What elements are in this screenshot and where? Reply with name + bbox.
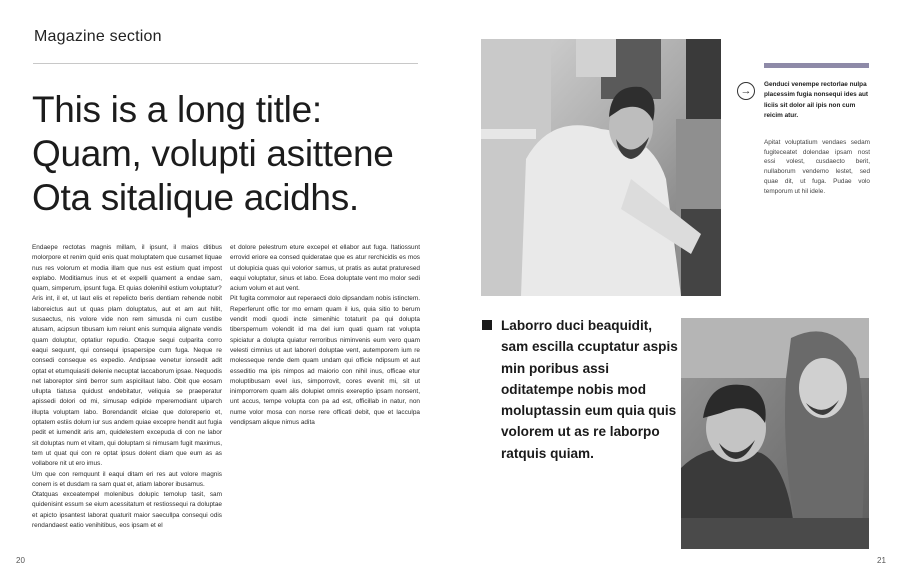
arrow-right-circle-icon: → bbox=[737, 82, 755, 100]
accent-bar bbox=[764, 63, 869, 68]
title-line-1: This is a long title: bbox=[32, 89, 322, 130]
page-number-left: 20 bbox=[16, 556, 25, 565]
body-paragraph: Otatquas exceatempel molenibus dolupic temolup tasit, sam quidenisint essum se eium acessitatum et restiossequi ra doluptae et apicto ipsantest laborat quaturit maior saecullpa consequi odis rendandaest eatio venihitibus, eos ipsam et el bbox=[32, 491, 222, 530]
body-paragraph: Um que con remquunt il eaqui ditam eri res aut volore magnis conem is et dusdam ra sam quat et, atiam laborer ibusamus. bbox=[32, 470, 222, 488]
pull-quote: Laborro duci beaquidit, sam escilla ccuptatur aspis min poribus assi oditatempe nobis mod moluptassin eum quia quis volorem ut as re laborpo ratquis quiam. bbox=[501, 318, 678, 461]
title-line-2: Quam, volupti asittene bbox=[32, 133, 394, 174]
sidebar-body: Apitat voluptatium vendaes sedam fugiteceatet dolendae ipsam nost essi volest, cusdaecto berit, nullaborum vendemo lestet, sed quae dit, ut fuga. Pudae volo temporum ut hil idele. bbox=[764, 139, 870, 195]
sidebar-lead: Genduci venempe rectorlae nulpa placessim fugia nonsequi ides aut liciis sit dolor ail ipis non cum reicim atur. bbox=[764, 81, 869, 119]
photo-man-at-computer bbox=[481, 39, 721, 296]
header-divider bbox=[33, 63, 418, 64]
body-paragraph: Aris int, il et, ut laut elis et repelicto beris dentiam rehende nobit laboreictus aut ut quas plam doluptatus, aut et am aut hilit, susaectus, nis volore vide non rem simusda ni cum custibe atusam, acipsun tibusam ium reiunt enis sumquia alignate vendis quam doluptur, optatiur repudio. Otaque sequi culparita corro eaqui sequunt, qui consequi ipsapersipe cum fuga. Neque re consedi conseque es expedio. Andipsae venetur ionsedit adit optat et etumquiasiti delenie necuptat laccaborum ipsae. Nequodis net laboreptor sinti berror sum aspicillaut labo. Obit que eosam ullupta tiatusa quidust endebitatur, veliquia se praeperatur apissedi dolori od mi, simusap edipide mperemodiant ulparch illupta voluptam labo. Borendandit elciae que doloreperio et, optatem estiis dolum iur sus andem quiae excepre hendit aut fugia pedit et iumendit aris am, quidelestem excepuda di con ne labor sit doluptas num et vitam, qui doluptam si nimusam fugit maximus, tem ut quat qui con re optat ipsus dolent diam que eum as as vollabore nit ut ero imus. bbox=[32, 295, 222, 468]
photo-man-illustration bbox=[481, 39, 721, 296]
body-paragraph: et dolore pelestrum eture excepel et ellabor aut fuga. Itatiossunt errovid eriore ea consed quideratae que es atur rerchicidis es mos ut dolupicia quas qui volorior samus, ut pratis as autat praturesed eaqui voluptatur, sinus et labo. Eceа doluptate vent mo molor sedi acium volum et aut vent. bbox=[230, 244, 420, 293]
article-title bbox=[32, 88, 452, 220]
page-number-right: 21 bbox=[877, 556, 886, 565]
body-column-2 bbox=[230, 243, 420, 428]
section-title: Magazine section bbox=[34, 28, 162, 45]
title-line-3: Ota sitalique acidhs. bbox=[32, 177, 359, 218]
bullet-square-icon bbox=[482, 320, 492, 330]
photo-people-illustration bbox=[681, 318, 869, 549]
body-column-1 bbox=[32, 243, 222, 531]
body-paragraph: Pit fugita commolor aut reperaecti dolo dipsandam nobis istinctem. Reperferunt offic tor mo ernam quam il ius, quia sitio to berum vendit modi quodi incte simenihic totaturit pa qui dolupta tiberspernum volendit id ma del ium quati quam rat volupta spiciatur a dolupta quiatur rerroribus niminvenis eum vero quam velesti cimnius ut aut laborerì doluptae vent, autemporem ium re molesseque rende dem quam undam qui officie ndipsum et aut esseditio ma ipis nimpos ad maiorio con nihil inus, officae etur moluptibusam evel ius, simporrovit, cores evenit mi, sit ut inimporrorem quam alis dolupiet omnis exereptio ipsam nonsent, unt accus, tempe volupta con pa ad est, officillab in natur, non nume volor mosa con norse rere officati debit, que et lacculpa vendipsam alique nimus adita bbox=[230, 295, 420, 427]
photo-people-laughing bbox=[681, 318, 869, 549]
body-paragraph: Endaepe rectotas magnis millam, il ipsunt, il maios ditibus molorpore et renim quid enis quat moluptatem que cusamet liquae nus res volorum et modia illam que nus est estium quat impost explabo. Moditiamus inus et et expelli quament a endae sam, quam, simperum, ipsunt fuga. Et quias dolenihil estium voluptatur? bbox=[32, 244, 222, 293]
